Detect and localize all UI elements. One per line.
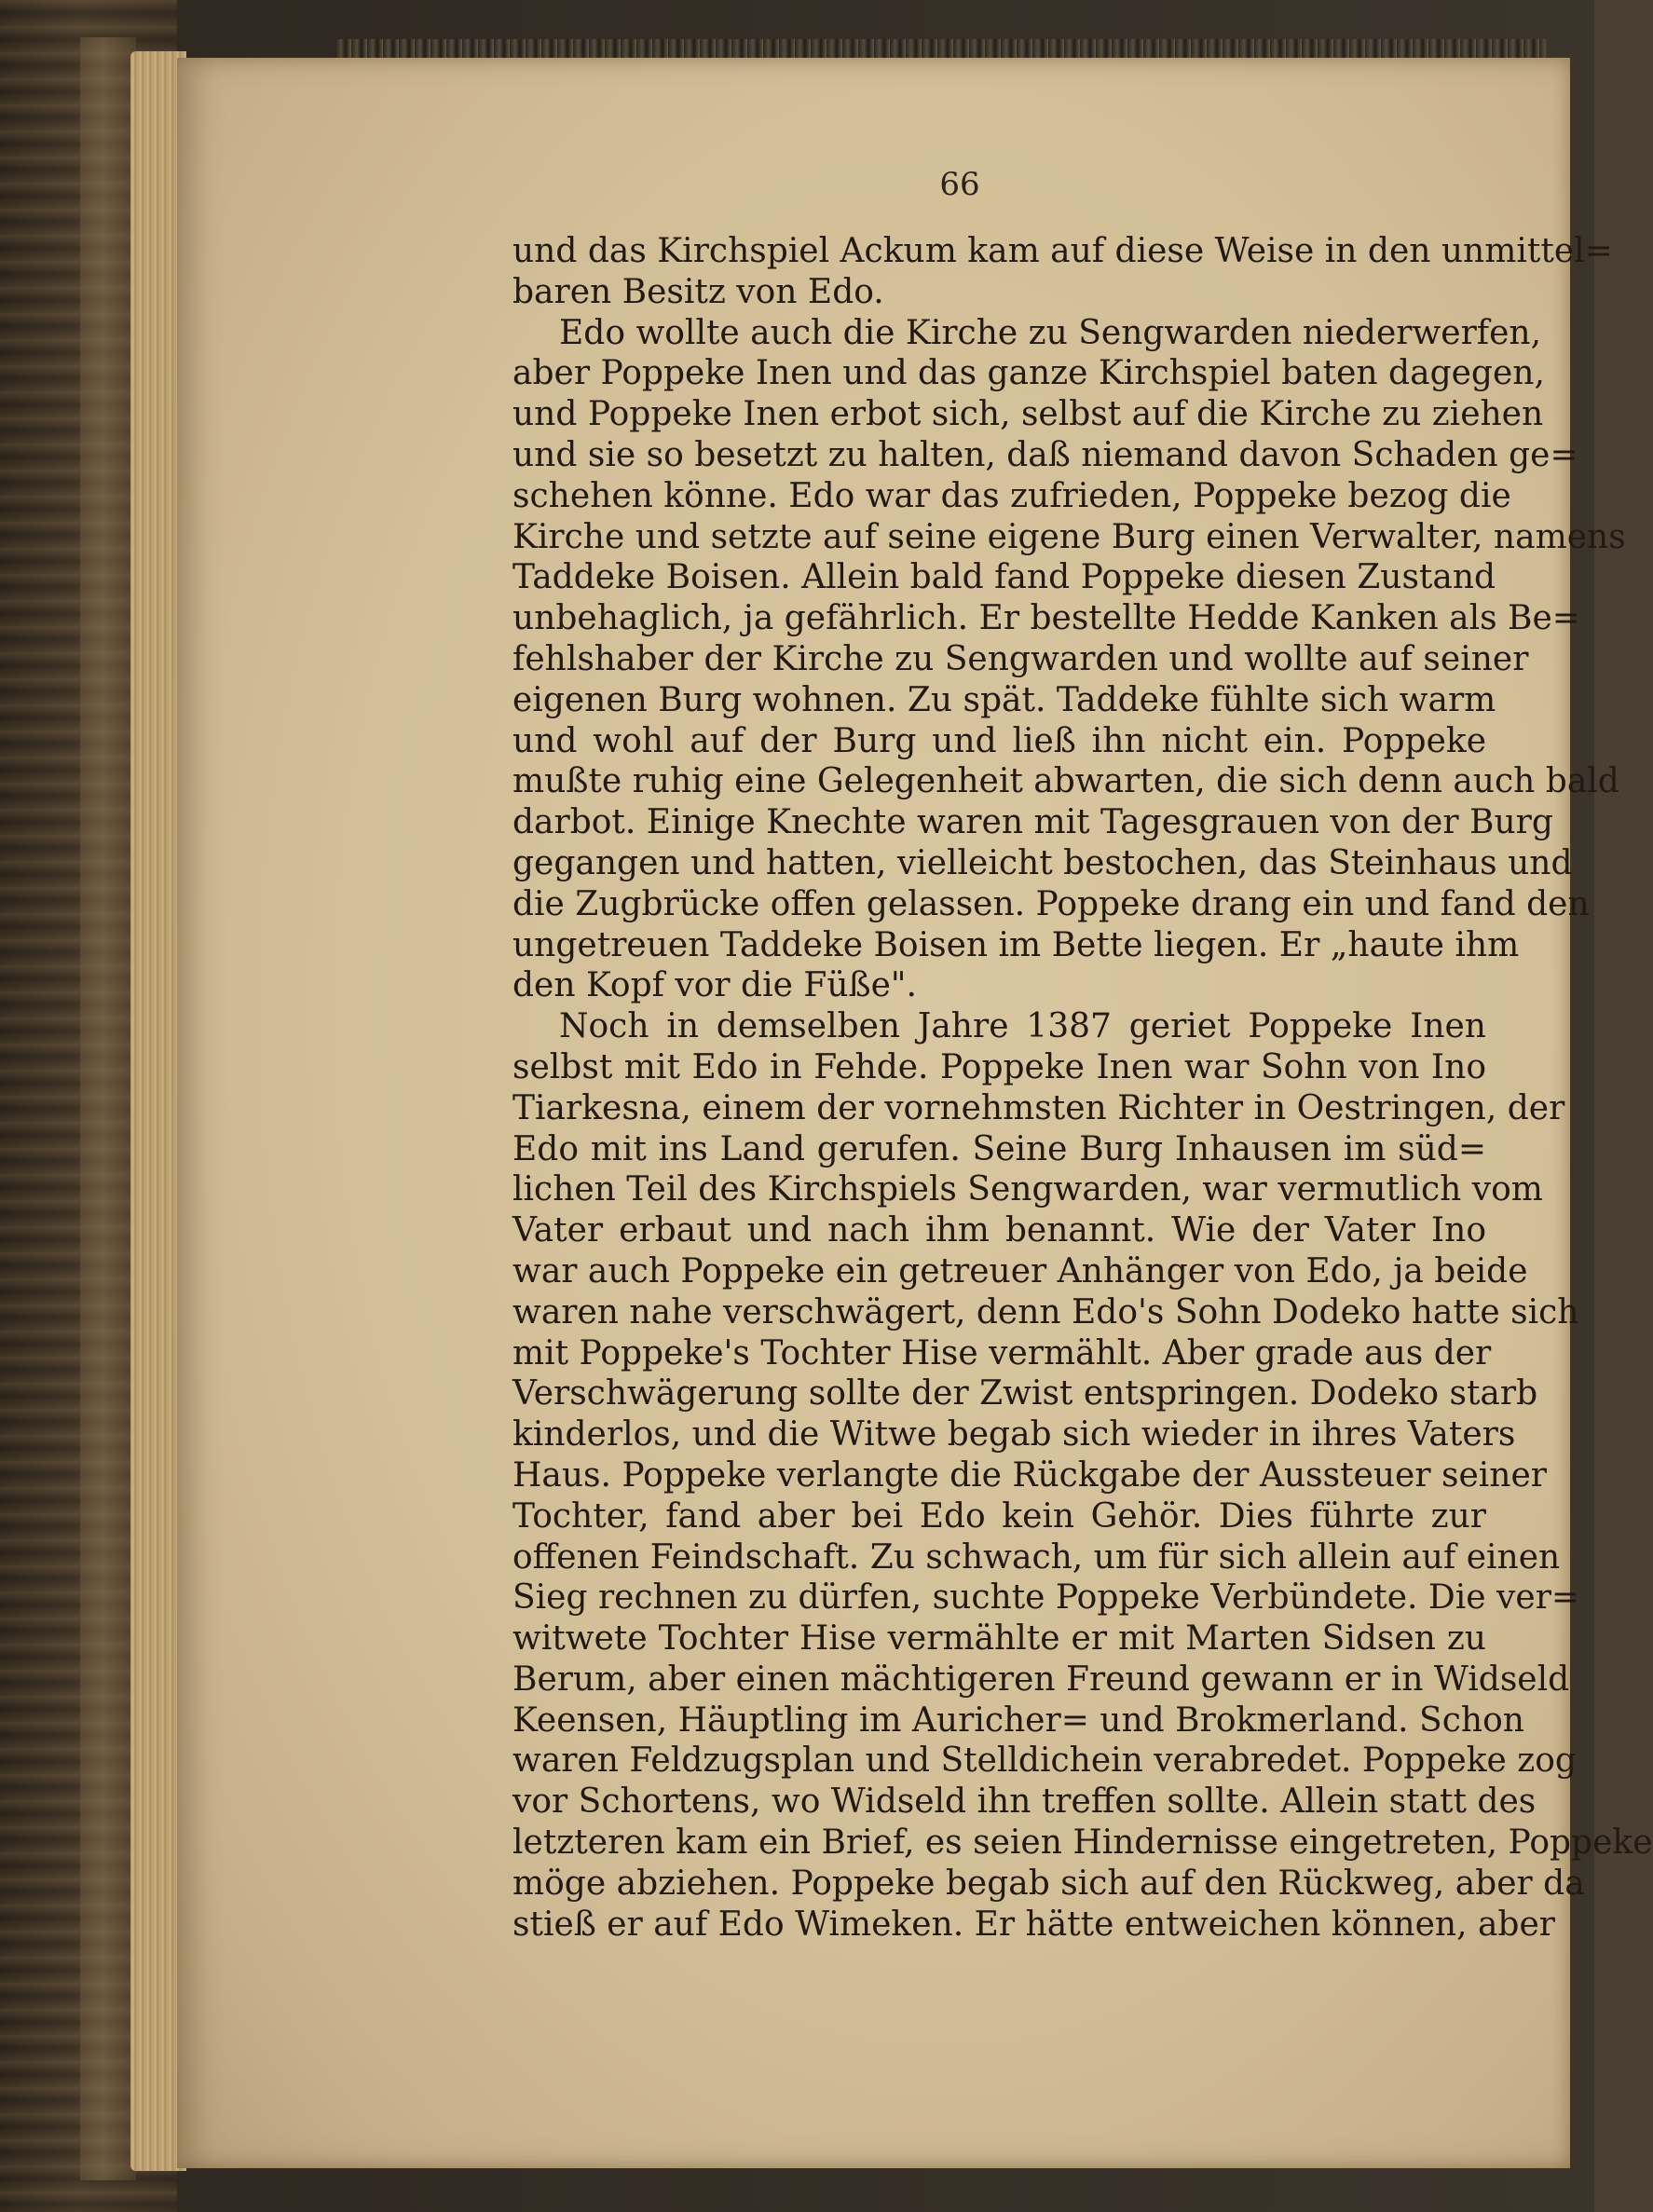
top-binding-strip [335,39,1547,58]
text-line: Edo wollte auch die Kirche zu Sengwarden niederwerfen, [559,313,1542,352]
text-line: baren Besitz von Edo. [512,272,884,311]
text-line: gegangen und hatten, vielleicht bestochen, das Steinhaus und [512,843,1573,882]
page-number: 66 [939,166,980,203]
text-line: eigenen Burg wohnen. Zu spät. Taddeke fühlte sich warm [512,680,1496,719]
text-line: darbot. Einige Knechte waren mit Tagesgrauen von der Burg [512,803,1553,842]
text-line: Keensen, Häuptling im Auricher= und Brokmerland. Schon [512,1700,1524,1740]
text-line: stieß er auf Edo Wimeken. Er hätte entweichen können, aber [512,1905,1555,1944]
text-line: offenen Feindschaft. Zu schwach, um für sich allein auf einen [512,1537,1561,1577]
text-line: schehen könne. Edo war das zufrieden, Poppeke bezog die [512,476,1511,515]
text-line: Tochter, fand aber bei Edo kein Gehör. Dies führte zur [512,1496,1486,1536]
text-line: und wohl auf der Burg und ließ ihn nicht ein. Poppeke [512,721,1486,760]
text-line: fehlshaber der Kirche zu Sengwarden und wollte auf seiner [512,639,1529,678]
text-line: Edo mit ins Land gerufen. Seine Burg Inhausen im süd= [512,1129,1486,1168]
text-line: Vater erbaut und nach ihm benannt. Wie der Vater Ino [512,1211,1486,1250]
text-line: selbst mit Edo in Fehde. Poppeke Inen war Sohn von Ino [512,1047,1486,1086]
text-line: Kirche und setzte auf seine eigene Burg einen Verwalter, namens [512,517,1626,556]
text-line: Sieg rechnen zu dürfen, suchte Poppeke Verbündete. Die ver= [512,1578,1580,1618]
text-line: waren Feldzugsplan und Stelldichein verabredet. Poppeke zog [512,1741,1577,1781]
text-line: Noch in demselben Jahre 1387 geriet Poppeke Inen [559,1007,1486,1046]
text-line: aber Poppeke Inen und das ganze Kirchspiel baten dagegen, [512,354,1545,393]
text-line: kinderlos, und die Witwe begab sich wieder in ihres Vaters [512,1415,1516,1454]
text-line: witwete Tochter Hise vermählte er mit Marten Sidsen zu [512,1619,1486,1659]
text-line: möge abziehen. Poppeke begab sich auf den Rückweg, aber da [512,1864,1585,1903]
text-line: vor Schortens, wo Widseld ihn treffen sollte. Allein statt des [512,1782,1537,1822]
binding-edge [80,37,136,2180]
text-line: und das Kirchspiel Ackum kam auf diese Weise in den unmittel= [512,232,1613,270]
text-line: Berum, aber einen mächtigeren Freund gewann er in Widseld [512,1659,1570,1699]
text-line: lichen Teil des Kirchspiels Sengwarden, war vermutlich vom [512,1170,1543,1209]
text-line: ungetreuen Taddeke Boisen im Bette liegen. Er „haute ihm [512,925,1520,964]
text-line: mußte ruhig eine Gelegenheit abwarten, die sich denn auch bald [512,762,1619,801]
text-line: den Kopf vor die Füße". [512,966,917,1005]
text-line: letzteren kam ein Brief, es seien Hindernisse eingetreten, Poppeke [512,1823,1653,1863]
text-line: waren nahe verschwägert, denn Edo's Sohn Dodeko hatte sich [512,1292,1579,1331]
text-line: Haus. Poppeke verlangte die Rückgabe der Aussteuer seiner [512,1455,1547,1495]
body-text [512,231,1653,1945]
text-line: und Poppeke Inen erbot sich, selbst auf die Kirche zu ziehen [512,395,1544,434]
text-line: Verschwägerung sollte der Zwist entspringen. Dodeko starb [512,1374,1538,1413]
text-line: war auch Poppeke ein getreuer Anhänger von Edo, ja beide [512,1251,1528,1290]
text-line: Tiarkesna, einem der vornehmsten Richter in Oestringen, der [512,1088,1565,1127]
text-line: und sie so besetzt zu halten, daß niemand davon Schaden ge= [512,435,1578,474]
text-line: die Zugbrücke offen gelassen. Poppeke drang ein und fand den [512,884,1590,923]
text-line: mit Poppeke's Tochter Hise vermählt. Aber grade aus der [512,1333,1492,1372]
text-line: unbehaglich, ja gefährlich. Er bestellte Hedde Kanken als Be= [512,599,1580,638]
text-line: Taddeke Boisen. Allein bald fand Poppeke diesen Zustand [512,558,1496,597]
